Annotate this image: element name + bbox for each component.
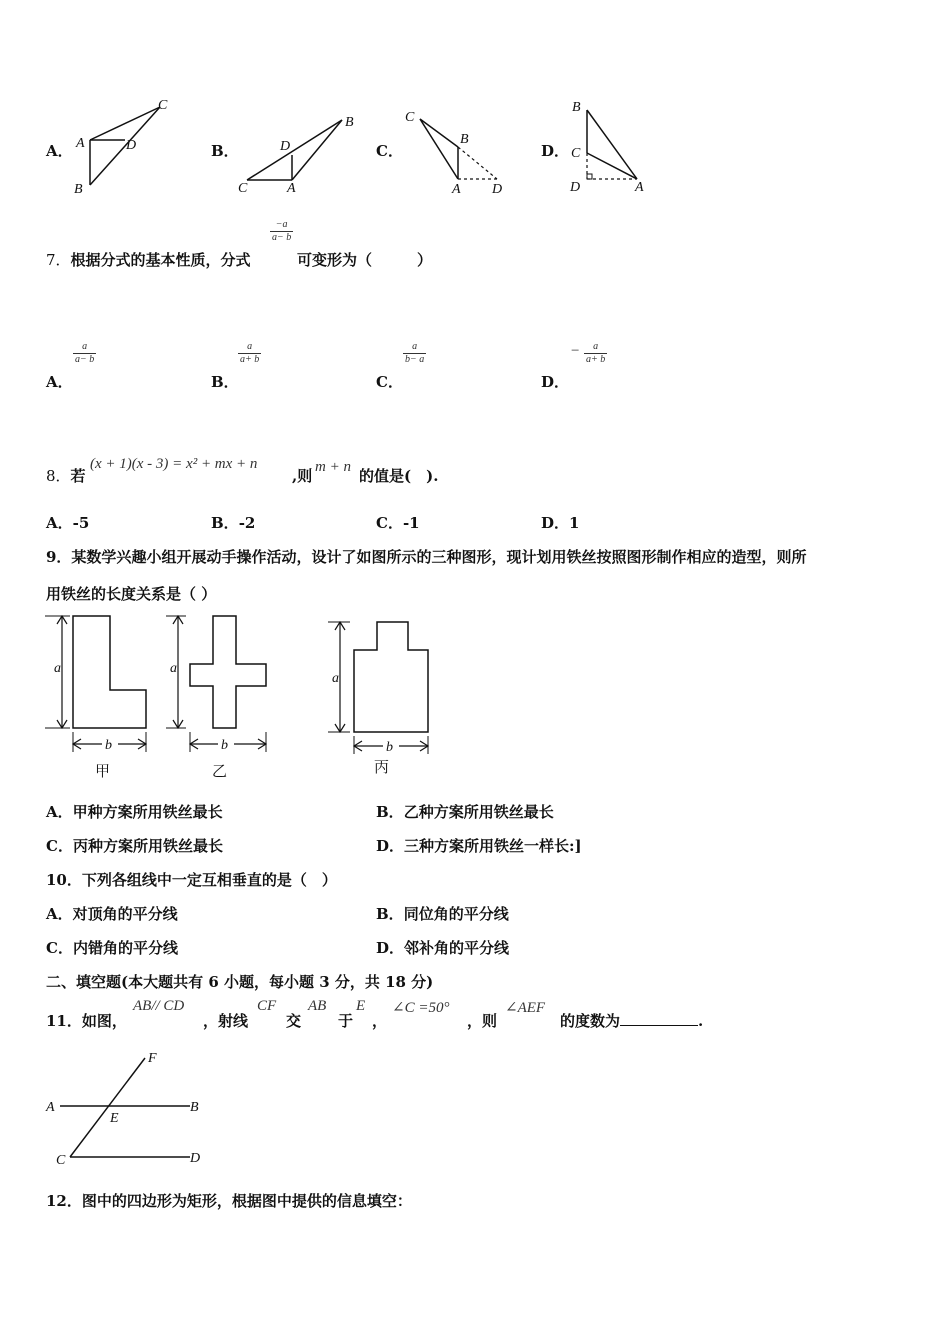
q9-option-c-letter: C．: [46, 837, 73, 855]
q6-a-label-c: C: [158, 98, 168, 113]
q6-d-label-d: D: [570, 180, 581, 195]
q8-number: 8．: [46, 467, 71, 485]
q6-c-label-a: A: [452, 182, 461, 197]
q8-option-b: [211, 513, 255, 533]
q11-m6: ∠AEF: [505, 1000, 546, 1016]
q10-option-a: [46, 904, 178, 924]
q11-t3: 于: [338, 1012, 354, 1030]
q8-equation: (x + 1)(x - 3) = x² + mx + n: [90, 456, 258, 472]
q11-label-e: E: [110, 1111, 119, 1126]
q8-tail: 的值是( ).: [359, 467, 439, 485]
q11-m1: AB// CD: [133, 998, 185, 1014]
q9-option-a-text: 甲种方案所用铁丝最长: [72, 803, 223, 821]
q8-option-c-value: -1: [402, 514, 420, 532]
q6-figure-a: [70, 95, 180, 195]
q6-b-label-a: A: [287, 181, 296, 196]
q10-option-d-letter: D．: [376, 939, 405, 957]
q9-option-c: [46, 836, 223, 856]
q7-option-b-fraction: [238, 341, 261, 366]
q8-expr: m + n: [315, 459, 351, 475]
q10-option-b-text: 同位角的平分线: [403, 905, 509, 923]
q11-m5: ∠C =50°: [392, 1000, 450, 1016]
q8-option-b-value: -2: [238, 514, 256, 532]
q11-t6-wrap: [560, 1011, 703, 1031]
q6-b-label-d: D: [280, 139, 291, 154]
q6-a-label-a: A: [76, 136, 85, 151]
q11-label-c: C: [56, 1153, 66, 1168]
q8-option-d-value: 1: [569, 514, 580, 532]
q9-option-d-letter: D．: [376, 837, 405, 855]
q10-option-c-text: 内错角的平分线: [72, 939, 178, 957]
q7-option-c-den: b− a: [405, 354, 425, 365]
q7-option-c-num: a: [403, 341, 426, 354]
q11-label-b: B: [190, 1100, 199, 1115]
q12-stem: 12．图中的四边形为矩形，根据图中提供的信息填空：: [46, 1192, 412, 1210]
q8-option-a-value: -5: [72, 514, 90, 532]
q10-option-b-letter: B．: [376, 905, 404, 923]
q8-option-d: [541, 513, 579, 533]
q10-option-c-letter: C．: [46, 939, 73, 957]
q6-d-label-b: B: [572, 100, 581, 115]
q9-option-a-letter: A．: [46, 803, 73, 821]
q8-option-a: [46, 513, 89, 533]
q9-option-a: [46, 802, 223, 822]
q9-yi-caption: 乙: [212, 762, 228, 780]
q11-t1: ，射线: [203, 1012, 249, 1030]
q9-option-c-text: 丙种方案所用铁丝最长: [72, 837, 223, 855]
q11-t5: ，则: [467, 1012, 498, 1030]
q8-word-then: ,则: [292, 467, 313, 485]
q7-option-a-den: a− b: [75, 354, 95, 365]
q11-m3: AB: [308, 998, 327, 1014]
q10-option-d-text: 邻补角的平分线: [404, 939, 510, 957]
q10-option-b: [376, 904, 509, 924]
q7-option-b-letter: B．: [211, 373, 239, 391]
q6-d-label-a: A: [635, 180, 644, 195]
q9-figure-bing: [320, 612, 440, 782]
q10-option-c: [46, 938, 178, 958]
q9-option-b-letter: B．: [376, 803, 404, 821]
q11-t6: 的度数为: [560, 1012, 621, 1030]
q7-fraction-num: −a: [270, 219, 293, 232]
q6-c-label-d: D: [492, 182, 503, 197]
q6-figure-b: [235, 110, 365, 200]
q9-bing-width-label: b: [386, 740, 393, 755]
q10-option-d: [376, 938, 509, 958]
q6-option-a-letter: A．: [46, 142, 73, 160]
q7-text-before: 根据分式的基本性质，分式: [70, 251, 251, 269]
q11-t2: 交: [286, 1012, 302, 1030]
q6-b-label-c: C: [238, 181, 248, 196]
q6-figure-c: [400, 105, 515, 200]
q8-option-a-letter: A．: [46, 514, 73, 532]
q6-option-c-letter: C．: [376, 142, 403, 160]
q9-jia-height-label: a: [54, 661, 61, 676]
q9-figure-yi: [160, 612, 280, 782]
q11-label-f: F: [148, 1051, 157, 1066]
q9-option-d-text: 三种方案所用铁丝一样长:]: [404, 837, 582, 855]
q8-prefix: [46, 466, 86, 486]
q11-label-d: D: [190, 1151, 201, 1166]
q8-option-b-letter: B．: [211, 514, 239, 532]
q6-figure-d: [565, 95, 665, 200]
q7-stem: [46, 250, 251, 270]
q11-m2: CF: [257, 998, 277, 1014]
q9-option-d: [376, 836, 582, 856]
q9-option-b: [376, 802, 554, 822]
q10-option-a-text: 对顶角的平分线: [72, 905, 178, 923]
q9-bing-height-label: a: [332, 671, 339, 686]
section-2-title: 二、填空题(本大题共有 6 小题，每小题 3 分，共 18 分): [46, 973, 434, 991]
q8-option-c: [376, 513, 420, 533]
q7-option-d-num: a: [584, 341, 607, 354]
q7-option-a-letter: A．: [46, 373, 73, 391]
q7-option-c-fraction: [403, 341, 426, 366]
q6-c-label-c: C: [405, 110, 415, 125]
q7-option-d-sign: −: [571, 343, 580, 359]
q8-word-if: 若: [70, 467, 86, 485]
q9-line2: 用铁丝的长度关系是（ ）: [46, 585, 217, 603]
q7-option-a-fraction: [73, 341, 96, 366]
q7-option-d-fraction: [584, 341, 607, 366]
q7-number: 7．: [46, 251, 71, 269]
q10-option-a-letter: A．: [46, 905, 73, 923]
q6-d-label-c: C: [571, 146, 581, 161]
q9-bing-caption: 丙: [374, 758, 390, 776]
q6-a-label-d: D: [126, 138, 137, 153]
q11-m4: E: [356, 998, 366, 1014]
q6-b-label-b: B: [345, 115, 354, 130]
q9-figure-jia: [40, 612, 160, 782]
q7-option-b-den: a+ b: [240, 354, 260, 365]
q7-option-b-num: a: [238, 341, 261, 354]
q7-fraction: [270, 219, 293, 244]
q9-jia-caption: 甲: [95, 762, 111, 780]
q6-c-label-b: B: [460, 132, 469, 147]
q9-jia-width-label: b: [105, 738, 112, 753]
q11-label-a: A: [46, 1100, 55, 1115]
q6-a-label-b: B: [74, 182, 83, 197]
q9-option-b-text: 乙种方案所用铁丝最长: [403, 803, 554, 821]
q11-t4: ，: [372, 1012, 388, 1030]
q11-answer-blank[interactable]: [620, 1011, 698, 1026]
q8-option-c-letter: C．: [376, 514, 403, 532]
q6-option-d-letter: D．: [541, 142, 570, 160]
q7-option-d-den: a+ b: [586, 354, 606, 365]
q11-number: 11．如图，: [46, 1012, 127, 1030]
q7-option-d-letter: D．: [541, 373, 570, 391]
q8-option-d-letter: D．: [541, 514, 570, 532]
q11-t7: .: [698, 1012, 704, 1030]
q7-option-c-letter: C．: [376, 373, 403, 391]
q9-line1: 9．某数学兴趣小组开展动手操作活动，设计了如图所示的三种图形，现计划用铁丝按照图形制作相应的造型，则所: [46, 548, 807, 566]
q9-yi-height-label: a: [170, 661, 177, 676]
q7-fraction-den: a− b: [272, 232, 292, 243]
q7-text-after: 可变形为（ ）: [297, 251, 433, 269]
q9-yi-width-label: b: [221, 738, 228, 753]
q6-option-b-letter: B．: [211, 142, 239, 160]
q11-figure: [40, 1048, 220, 1178]
q7-option-a-num: a: [73, 341, 96, 354]
q10-stem: 10．下列各组线中一定互相垂直的是（ ）: [46, 871, 337, 889]
